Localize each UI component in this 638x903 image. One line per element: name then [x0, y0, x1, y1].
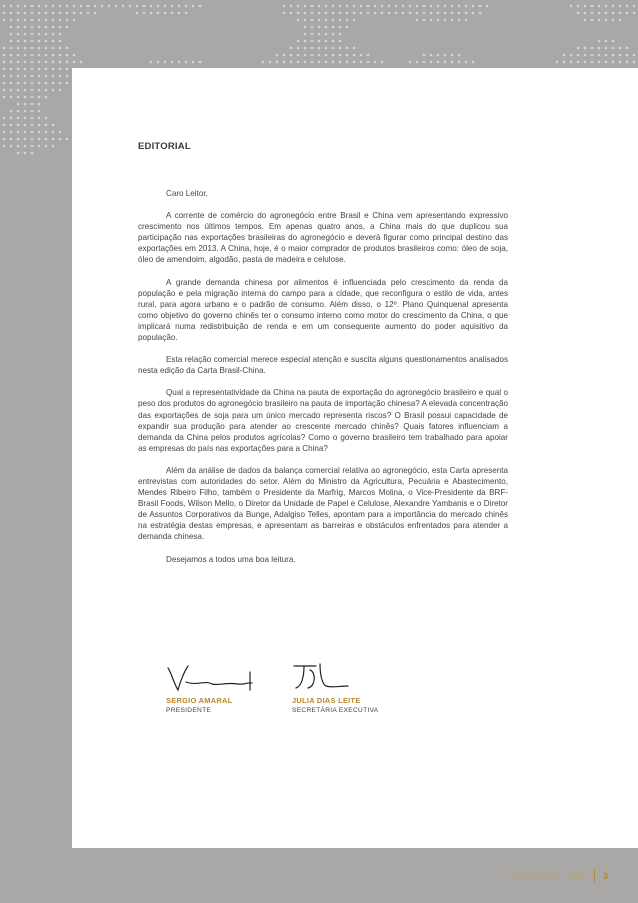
publication-name: CARTA BRASIL-CHINA	[506, 872, 586, 880]
signer-role: PRESIDENTE	[166, 707, 212, 714]
page-footer	[507, 870, 608, 882]
handwritten-signature-julia	[292, 660, 382, 694]
handwritten-signature-sergio	[166, 660, 256, 694]
closing-line: Desejamos a todos uma boa leitura.	[166, 554, 296, 564]
paragraph: A grande demanda chinesa por alimentos é influenciada pelo crescimento da renda da população e pela migração interna do campo para a cidade, que reconfigura o estilo de vida, antes rural, para agora urbano e o padrão de consumo. Além disso, o 12º. Plano Quinquenal apresenta como objetivo do governo chinês ter o consumo interno como motor do crescimento da China, o que implicará numa redistribuição de renda e em um consequente aumento do poder aquisitivo da população.	[138, 277, 508, 343]
paragraph: A corrente de comércio do agronegócio entre Brasil e China vem apresentando expressivo crescimento nos últimos tempos. Em apenas quatro anos, a China mais do que duplicou sua participação nas exportações brasileiras do agronegócio e deverá figurar como principal destino das exportações em 2013. A China, hoje, é o maior comprador de produtos brasileiros como: óleo de soja, óleo de amendoim, algodão, pasta de madeira e celulose.	[138, 211, 508, 265]
signer-name: JULIA DIAS LEITE	[292, 696, 361, 705]
footer-divider	[594, 870, 595, 882]
editorial-body	[138, 188, 508, 576]
page-number: 3	[602, 871, 608, 881]
editorial-heading: EDITORIAL	[138, 141, 191, 152]
signature-block-julia-dias-leite	[292, 660, 442, 714]
paragraph: Além da análise de dados da balança comercial relativa ao agronegócio, esta Carta apresenta entrevistas com autoridades do setor. Além do Ministro da Agricultura, Pecuária e Abastecimento, Mendes Ribeiro Filho, também o Presidente da Marfrig, Marcos Molina, o Vice-Presidente da BRF- Brasil Foods, Wilson Mello, o Diretor da Unidade de Papel e Celulose, Alexandre Yambanis e o Diretor de Assuntos Corporativos da Bunge, Adalgiso Telles, apontam para a importância do mercado chinês na estratégia destas empresas, e apresentam as barreiras e obstáculos enfrentados para atender a demanda chinesa.	[138, 465, 508, 542]
signer-name: SERGIO AMARAL	[166, 696, 233, 705]
paragraph: Qual a representatividade da China na pauta de exportação do agronegócio brasileiro e qual o peso dos produtos do agronegócio brasileiro na pauta de importação chinesa? A elevada concentração das exportações de soja para um único mercado representa riscos? O Brasil possui capacidade de expandir sua produção para atender ao crescente mercado chinês? Quais fatores influenciam a demanda da China pelos produtos agrícolas? Como o governo brasileiro tem trabalhado para apoiar as empresas do país nas exportações para a China?	[138, 388, 508, 453]
paragraph: Esta relação comercial merece especial atenção e suscita alguns questionamentos analisados nesta edição da Carta Brasil-China.	[138, 355, 508, 376]
signer-role: SECRETÁRIA EXECUTIVA	[292, 707, 379, 714]
salutation: Caro Leitor,	[166, 189, 208, 198]
